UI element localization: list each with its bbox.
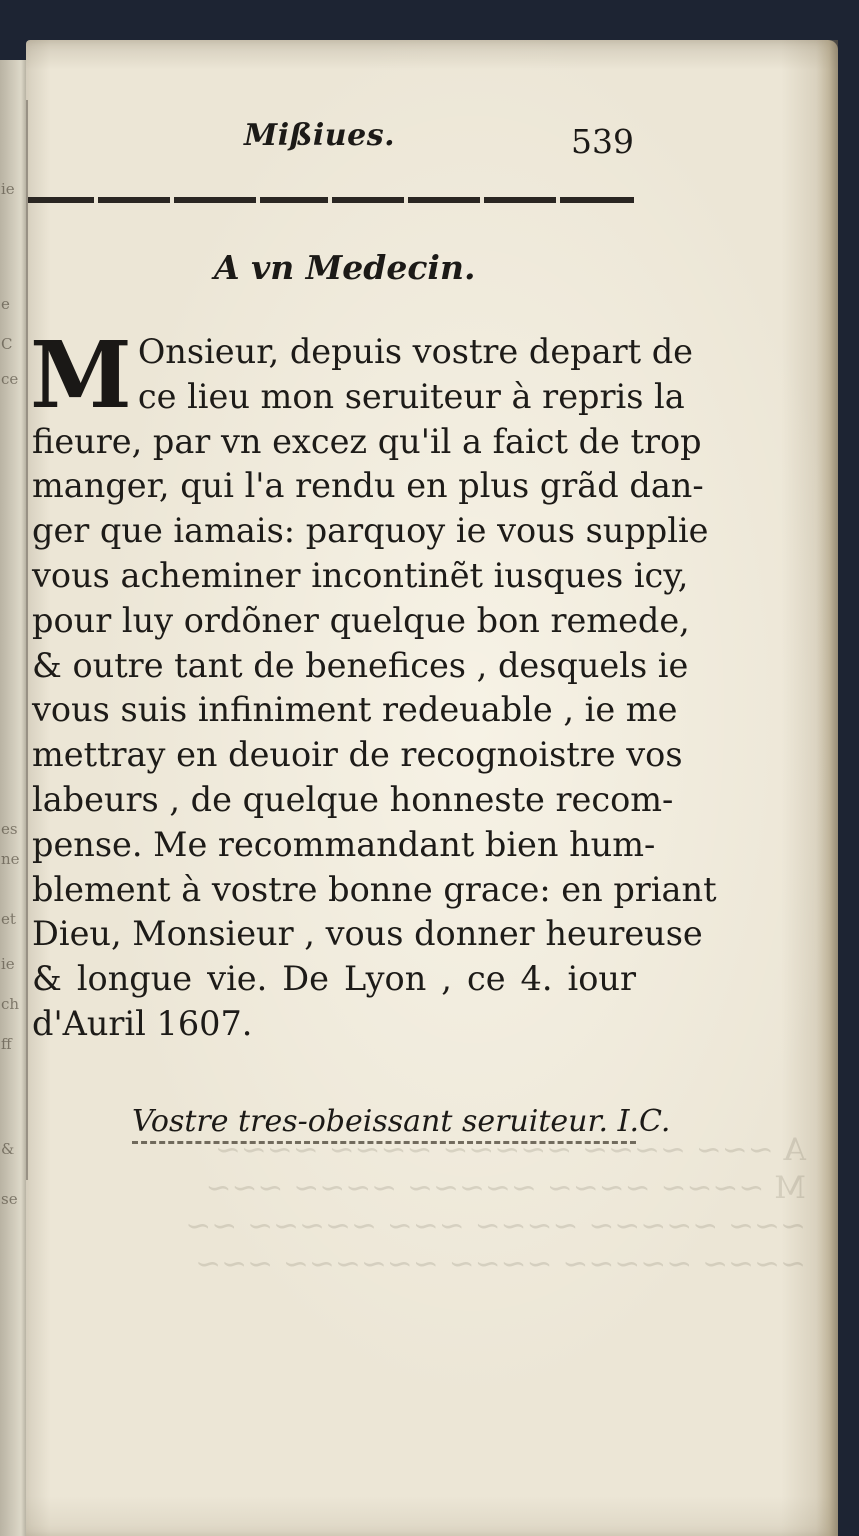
letter-line: fieure, par vn excez qu'il a faict de trop xyxy=(32,421,702,461)
previous-page-fragment: et xyxy=(1,910,16,928)
letter-line: Dieu, Monsieur , vous donner heureuse xyxy=(32,914,703,954)
letter-line: ger que iamais: parquoy ie vous supplie xyxy=(32,511,709,551)
previous-page-fragment: ne xyxy=(1,850,20,868)
letter-line: manger, qui l'a rendu en plus grãd dan- xyxy=(32,466,704,506)
page-number: 539 xyxy=(571,122,634,161)
show-through-text: ~~~ ~~~~~ ~~~~ ~~~ ~~~~~ ~~ xyxy=(185,1208,806,1244)
page-bottom-shade xyxy=(26,1496,838,1536)
letter-line: & longue vie. De Lyon , ce 4. iour xyxy=(32,959,636,999)
letter-line: Onsieur, depuis vostre depart de xyxy=(137,332,693,371)
previous-page-fragment: se xyxy=(1,1190,18,1208)
letter-line: blement à vostre bonne grace: en priant xyxy=(32,869,717,909)
show-through-text: M ~~~~ ~~~~ ~~~~~ ~~~~ ~~~ xyxy=(205,1170,806,1206)
book-page xyxy=(26,40,838,1536)
signature-line: Vostre tres-obeissant seruiteur. I.C. xyxy=(132,1104,636,1144)
show-through-text: A ~~~ ~~~~ ~~~~~ ~~~~ ~~~~ xyxy=(214,1132,806,1168)
letter-line: pense. Me recommandant bien hum- xyxy=(32,824,656,864)
letter-line: & outre tant de benefices , desquels ie xyxy=(32,645,689,685)
running-head-title: Mißiues. xyxy=(244,118,396,153)
letter-body xyxy=(30,321,717,1047)
letter-line: vous acheminer incontinẽt iusques icy, xyxy=(32,555,689,595)
show-through-text: ~~~~ ~~~~~ ~~~~ ~~~~~~ ~~~ xyxy=(195,1246,806,1282)
previous-page-fragment: e xyxy=(1,295,10,313)
previous-page-fragment: ie xyxy=(1,180,15,198)
letter-line: ce lieu mon seruiteur à repris la xyxy=(137,376,685,416)
previous-page-fragment: es xyxy=(1,820,18,838)
letter-line: labeurs , de quelque honneste recom- xyxy=(32,779,674,819)
previous-page-fragment: ce xyxy=(1,370,19,388)
previous-page-fragment: ff xyxy=(1,1035,12,1053)
letter-line: vous suis infiniment redeuable , ie me xyxy=(32,690,678,730)
ornamental-rule xyxy=(28,192,634,202)
letter-line: d'Auril 1607. xyxy=(32,1003,253,1043)
letter-line: mettray en deuoir de recognoistre vos xyxy=(32,735,683,775)
previous-page-fragment: ie xyxy=(1,955,15,973)
letter-heading: A vn Medecin. xyxy=(214,248,476,287)
rule-graphic xyxy=(28,195,634,205)
previous-page-fragment: C xyxy=(1,335,13,353)
drop-cap: M xyxy=(30,321,132,429)
letter-line: pour luy ordõner quelque bon remede, xyxy=(32,600,690,640)
running-head xyxy=(26,110,838,170)
previous-page-fragment: ch xyxy=(1,995,20,1013)
previous-page-fragment: & xyxy=(1,1140,15,1158)
